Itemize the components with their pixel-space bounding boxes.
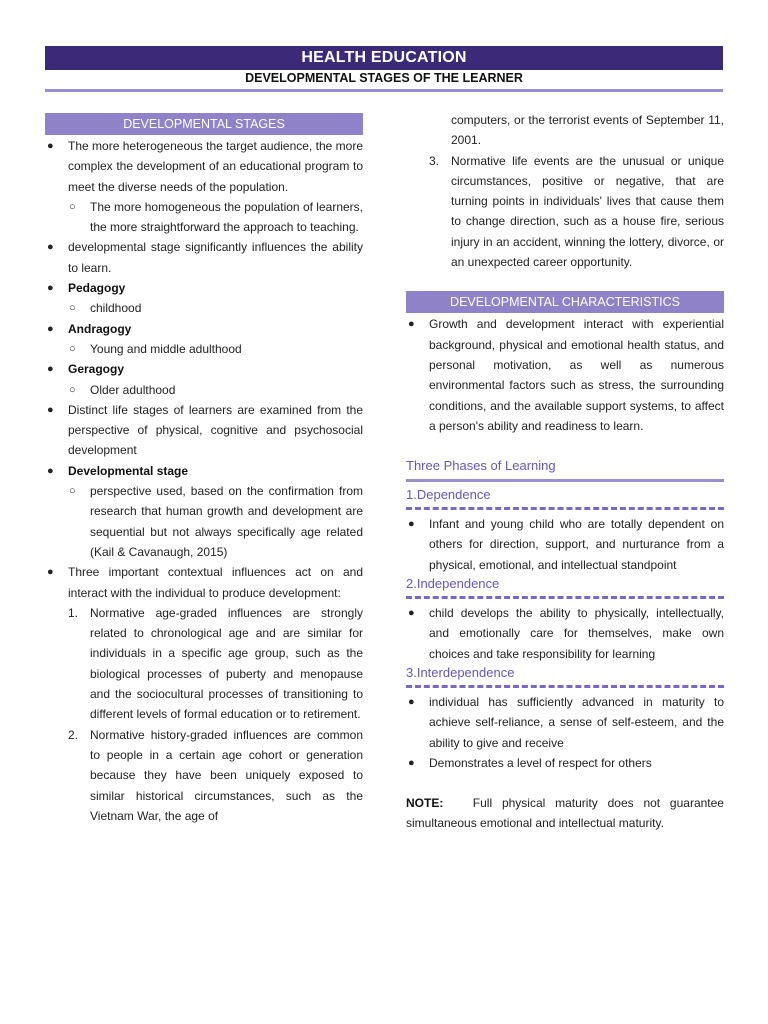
list-item: ● Geragogy [45, 359, 363, 379]
bullet-icon: ● [408, 518, 415, 531]
dashed-divider [406, 685, 724, 688]
note-paragraph [406, 793, 724, 834]
phase-heading-dependence: 1.Dependence [406, 487, 491, 503]
list-item: ● Demonstrates a level of respect for others [406, 753, 724, 773]
bullet-icon: ● [408, 756, 415, 769]
bullet-icon: ● [47, 403, 54, 416]
circle-bullet-icon: ○ [69, 342, 76, 355]
bullet-icon: ● [47, 322, 54, 335]
sub-list-item: ○ Older adulthood [45, 380, 363, 400]
circle-bullet-icon: ○ [69, 200, 76, 213]
sub-list-item: ○ Young and middle adulthood [45, 339, 363, 359]
bullet-icon: ● [47, 566, 54, 579]
page-subtitle: DEVELOPMENTAL STAGES OF THE LEARNER [245, 71, 523, 85]
list-item: ● Growth and development interact with experiential background, physical and emotional health status, and personal motivation, as well as numerous environmental factors such as stress, the surrounding conditions, and the available support systems, to affect a person's ability and readiness to learn. [406, 314, 724, 436]
bullet-icon: ● [408, 318, 415, 331]
list-item: ● Andragogy [45, 319, 363, 339]
left-column [45, 113, 363, 826]
bullet-icon: ● [47, 241, 54, 254]
list-item: ● Three important contextual influences act on and interact with the individual to produce development: [45, 562, 363, 603]
numbered-item: 2. Normative history-graded influences are common to people in a certain age cohort or generation because they have been uniquely exposed to similar historical circumstances, such as the Vietnam War, the age of [45, 725, 363, 826]
bullet-icon: ● [408, 607, 415, 620]
item-number: 2. [68, 727, 79, 742]
circle-bullet-icon: ○ [69, 302, 76, 315]
sub-list-item: ○ The more homogeneous the population of learners, the more straightforward the approach to teaching. [45, 197, 363, 238]
note-text: Full physical maturity does not guarantee simultaneous emotional and intellectual maturity. [406, 796, 724, 831]
note-label: NOTE: [406, 796, 444, 811]
circle-bullet-icon: ○ [69, 485, 76, 498]
phase-heading-interdependence: 3.Interdependence [406, 664, 515, 680]
numbered-item: 3. Normative life events are the unusual or unique circumstances, positive or negative, that are turning points in individuals' lives that cause them to change direction, such as a house fire, serious injury in an accident, winning the lottery, divorce, or an unexpected career opportunity. [406, 151, 724, 273]
section-heading-developmental-characteristics: DEVELOPMENTAL CHARACTERISTICS [406, 291, 724, 313]
circle-bullet-icon: ○ [69, 383, 76, 396]
list-item: ● Pedagogy [45, 278, 363, 298]
list-item: ● Developmental stage [45, 461, 363, 481]
bullet-icon: ● [47, 464, 54, 477]
numbered-item-continuation: computers, or the terrorist events of September 11, 2001. [451, 113, 724, 148]
list-item: ● child develops the ability to physically, intellectually, and emotionally care for themselves, make own choices and take responsibility for learning [406, 603, 724, 664]
section-heading-developmental-stages: DEVELOPMENTAL STAGES [45, 113, 363, 135]
list-item: ● individual has sufficiently advanced in maturity to achieve self-reliance, a sense of self-esteem, and the ability to give and receive [406, 692, 724, 753]
item-number: 1. [68, 605, 79, 620]
subtitle-divider [45, 89, 723, 92]
sub-list-item: ○ perspective used, based on the confirmation from research that human growth and development are sequential but not always specifically age related (Kail & Cavanaugh, 2015) [45, 481, 363, 562]
bullet-icon: ● [408, 695, 415, 708]
right-column [406, 110, 724, 834]
page-title: HEALTH EDUCATION [45, 46, 723, 70]
dashed-divider [406, 596, 724, 599]
item-number: 3. [429, 153, 440, 168]
bullet-icon: ● [47, 282, 54, 295]
phase-heading-independence: 2.Independence [406, 576, 500, 592]
dashed-divider [406, 507, 724, 510]
bullet-icon: ● [47, 140, 54, 152]
numbered-item: 1. Normative age-graded influences are strongly related to chronological age and are similar for individuals in a specific age group, such as the biological processes of puberty and menopause and the sociocultural processes of transitioning to different levels of formal education or to retirement. [45, 603, 363, 725]
list-item: ● Distinct life stages of learners are examined from the perspective of physical, cognitive and psychosocial development [45, 400, 363, 461]
list-item: ● Infant and young child who are totally dependent on others for direction, support, and nurturance from a physical, emotional, and intellectual standpoint [406, 514, 724, 575]
sub-list-item: ○ childhood [45, 298, 363, 318]
phases-heading: Three Phases of Learning [406, 458, 556, 474]
list-item: ● The more heterogeneous the target audience, the more complex the development of an educational program to meet the diverse needs of the population. [45, 136, 363, 197]
list-item: ● developmental stage significantly influences the ability to learn. [45, 237, 363, 278]
phases-divider [406, 479, 724, 482]
bullet-icon: ● [47, 363, 54, 376]
